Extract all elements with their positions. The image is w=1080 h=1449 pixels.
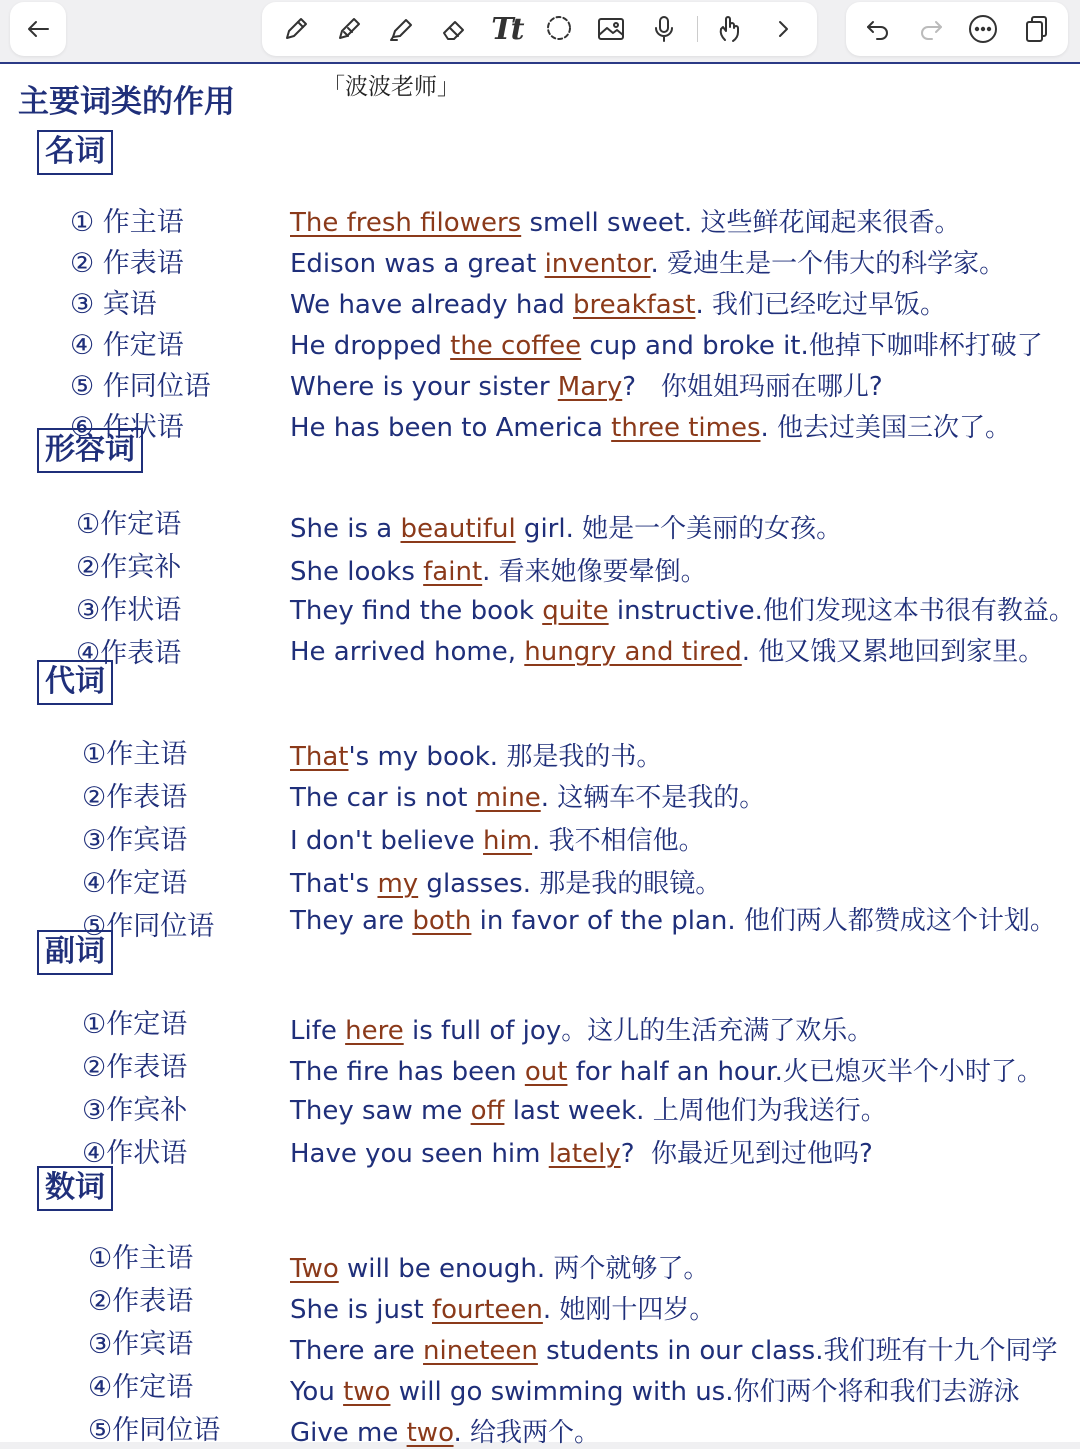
function-label: ⑥ 作状语 [70, 412, 184, 443]
function-label: ①作定语 [76, 509, 182, 540]
underlined-word: off [470, 1096, 505, 1126]
function-label: ④作状语 [82, 1138, 188, 1169]
sentence-text: smell sweet. 这些鲜花闻起来很香。 [521, 208, 961, 238]
sentence-text: last week. 上周他们为我送行。 [504, 1096, 887, 1126]
sentence-text: Life [290, 1016, 346, 1046]
underlined-word: faint [423, 557, 483, 587]
sentence-text: That's [290, 869, 378, 899]
underlined-word: both [412, 906, 472, 936]
category-heading: 形容词 [37, 428, 143, 473]
sentence-text: You [290, 1377, 344, 1407]
example-sentence [290, 551, 707, 588]
back-arrow-icon [18, 9, 58, 49]
sentence-text: The fire has been [290, 1057, 525, 1087]
sentence-text: . 这辆车不是我的。 [540, 783, 766, 813]
underlined-word: hungry and tired [524, 637, 742, 667]
example-sentence [290, 202, 961, 239]
sentence-text: . 爱迪生是一个伟大的科学家。 [650, 249, 1006, 279]
underlined-word: my [377, 869, 419, 899]
underlined-word: inventor [544, 249, 651, 279]
sentence-text: . 她刚十四岁。 [542, 1295, 716, 1325]
page-title: 主要词类的作用 [18, 84, 235, 120]
chevron-right-icon[interactable] [763, 9, 803, 49]
function-label: ②作表语 [82, 1052, 188, 1083]
sentence-text: glasses. 那是我的眼镜。 [418, 869, 722, 899]
sentence-text: She is just [290, 1295, 432, 1325]
sentence-text: will go swimming with us.你们两个将和我们去游泳 [390, 1377, 1020, 1407]
highlighter-icon[interactable] [381, 9, 421, 49]
example-sentence [290, 631, 1044, 668]
back-button[interactable] [10, 2, 66, 56]
example-sentence [290, 508, 842, 545]
function-label: ⑤ 作同位语 [70, 371, 211, 402]
sentence-text: The car is not [290, 783, 476, 813]
sentence-text: He dropped [290, 331, 451, 361]
sentence-text: 's my book. 那是我的书。 [348, 742, 663, 772]
underlined-word: two [343, 1377, 391, 1407]
example-sentence [290, 1090, 887, 1127]
category-heading: 代词 [37, 660, 113, 705]
function-label: ②作宾补 [76, 552, 182, 583]
example-sentence [290, 1010, 873, 1047]
example-sentence [290, 1133, 873, 1170]
underlined-word: breakfast [573, 290, 696, 320]
sentence-text: ? 你最近见到过他吗? [620, 1139, 873, 1169]
pages-icon[interactable] [1016, 9, 1056, 49]
pen-icon[interactable] [276, 9, 316, 49]
example-sentence [290, 777, 765, 814]
sentence-text: students in our class.我们班有十九个同学 [537, 1336, 1058, 1366]
example-sentence [290, 407, 1011, 444]
sentence-text: instructive.他们发现这本书很有教益。 [608, 596, 1075, 626]
sentence-text: Edison was a great [290, 249, 545, 279]
pencil-icon[interactable] [329, 9, 369, 49]
sentence-text: She is a [290, 514, 401, 544]
example-sentence [290, 900, 1056, 937]
sentence-text: . 看来她像要晕倒。 [482, 557, 707, 587]
sentence-text: will be enough. 两个就够了。 [338, 1254, 710, 1284]
toolbar-divider [697, 16, 698, 42]
function-label: ③作状语 [76, 595, 182, 626]
example-sentence [290, 243, 1005, 280]
image-icon[interactable] [591, 9, 631, 49]
sentence-text: for half an hour.火已熄灭半个小时了。 [567, 1057, 1043, 1087]
underlined-word: lately [548, 1139, 621, 1169]
function-label: ②作表语 [88, 1286, 194, 1317]
function-label: ③作宾补 [82, 1095, 188, 1126]
sentence-text: . 他去过美国三次了。 [760, 413, 1012, 443]
sentence-text: is full of joy。这儿的生活充满了欢乐。 [403, 1016, 874, 1046]
hand-draw-icon[interactable] [710, 9, 750, 49]
underlined-word: here [345, 1016, 404, 1046]
function-label: ① 作主语 [70, 207, 184, 238]
sentence-text: . 给我两个。 [453, 1418, 601, 1448]
sentence-text: There are [290, 1336, 424, 1366]
example-sentence [290, 1412, 600, 1449]
underlined-word: him [483, 826, 533, 856]
function-label: ④作定语 [88, 1372, 194, 1403]
sentence-text: Have you seen him [290, 1139, 549, 1169]
undo-icon[interactable] [858, 9, 898, 49]
microphone-icon[interactable] [644, 9, 684, 49]
teacher-label: 「波波老师」 [322, 74, 460, 100]
toolbar [0, 0, 1080, 60]
underlined-word: fourteen [431, 1295, 543, 1325]
sentence-text: girl. 她是一个美丽的女孩。 [515, 514, 843, 544]
note-page[interactable] [0, 62, 1080, 1448]
more-icon[interactable] [963, 9, 1003, 49]
underlined-word: out [524, 1057, 568, 1087]
function-label: ④ 作定语 [70, 330, 184, 361]
sentence-text: in favor of the plan. 他们两人都赞成这个计划。 [471, 906, 1056, 936]
underlined-word: That [290, 742, 349, 772]
category-heading: 名词 [37, 130, 113, 175]
sentence-text: They are [290, 906, 413, 936]
eraser-icon[interactable] [434, 9, 474, 49]
redo-icon[interactable] [911, 9, 951, 49]
sentence-text: . 他又饿又累地回到家里。 [741, 637, 1045, 667]
underlined-word: mine [475, 783, 541, 813]
sentence-text: Where is your sister [290, 372, 558, 402]
function-label: ② 作表语 [70, 248, 184, 279]
function-label: ④作定语 [82, 868, 188, 899]
function-label: ②作表语 [82, 782, 188, 813]
sentence-text: He arrived home, [290, 637, 525, 667]
document-actions [846, 2, 1068, 56]
lasso-icon[interactable] [539, 9, 579, 49]
sentence-text: Give me [290, 1418, 407, 1448]
example-sentence [290, 1371, 1019, 1408]
sentence-text: I don't believe [290, 826, 484, 856]
underlined-word: nineteen [423, 1336, 538, 1366]
function-label: ③ 宾语 [70, 289, 157, 320]
example-sentence [290, 1248, 709, 1285]
example-sentence [290, 1051, 1043, 1088]
function-label: ④作表语 [76, 638, 182, 669]
tool-palette [262, 2, 817, 56]
function-label: ①作定语 [82, 1009, 188, 1040]
underlined-word: beautiful [400, 514, 516, 544]
underlined-word: two [406, 1418, 454, 1448]
sentence-text: We have already had [290, 290, 574, 320]
category-heading: 副词 [37, 930, 113, 975]
sentence-text: He has been to America [290, 413, 612, 443]
sentence-text: She looks [290, 557, 424, 587]
sentence-text: . 我们已经吃过早饭。 [695, 290, 947, 320]
function-label: ①作主语 [88, 1243, 194, 1274]
text-tool-icon[interactable]: Tt [491, 11, 522, 47]
sentence-text: They saw me [290, 1096, 471, 1126]
underlined-word: quite [542, 596, 609, 626]
sentence-text: They find the book [290, 596, 543, 626]
function-label: ⑤作同位语 [88, 1415, 221, 1446]
function-label: ①作主语 [82, 739, 188, 770]
example-sentence [290, 820, 705, 857]
sentence-text: cup and broke it.他掉下咖啡杯打破了 [581, 331, 1043, 361]
example-sentence [290, 325, 1043, 362]
sentence-text: ? 你姐姐玛丽在哪儿? [622, 372, 883, 402]
function-label: ③作宾语 [88, 1329, 194, 1360]
example-sentence [290, 736, 662, 773]
function-label: ③作宾语 [82, 825, 188, 856]
underlined-word: Two [290, 1254, 339, 1284]
underlined-word: three times [611, 413, 761, 443]
category-heading: 数词 [37, 1166, 113, 1211]
example-sentence [290, 1289, 715, 1326]
example-sentence [290, 366, 883, 403]
example-sentence [290, 1330, 1057, 1367]
sentence-text: . 我不相信他。 [532, 826, 705, 856]
underlined-word: the coffee [450, 331, 582, 361]
example-sentence [290, 590, 1075, 627]
example-sentence [290, 863, 721, 900]
underlined-word: Mary [557, 372, 623, 402]
function-label: ⑤作同位语 [82, 911, 215, 942]
example-sentence [290, 284, 946, 321]
underlined-word: The fresh filowers [290, 208, 522, 238]
